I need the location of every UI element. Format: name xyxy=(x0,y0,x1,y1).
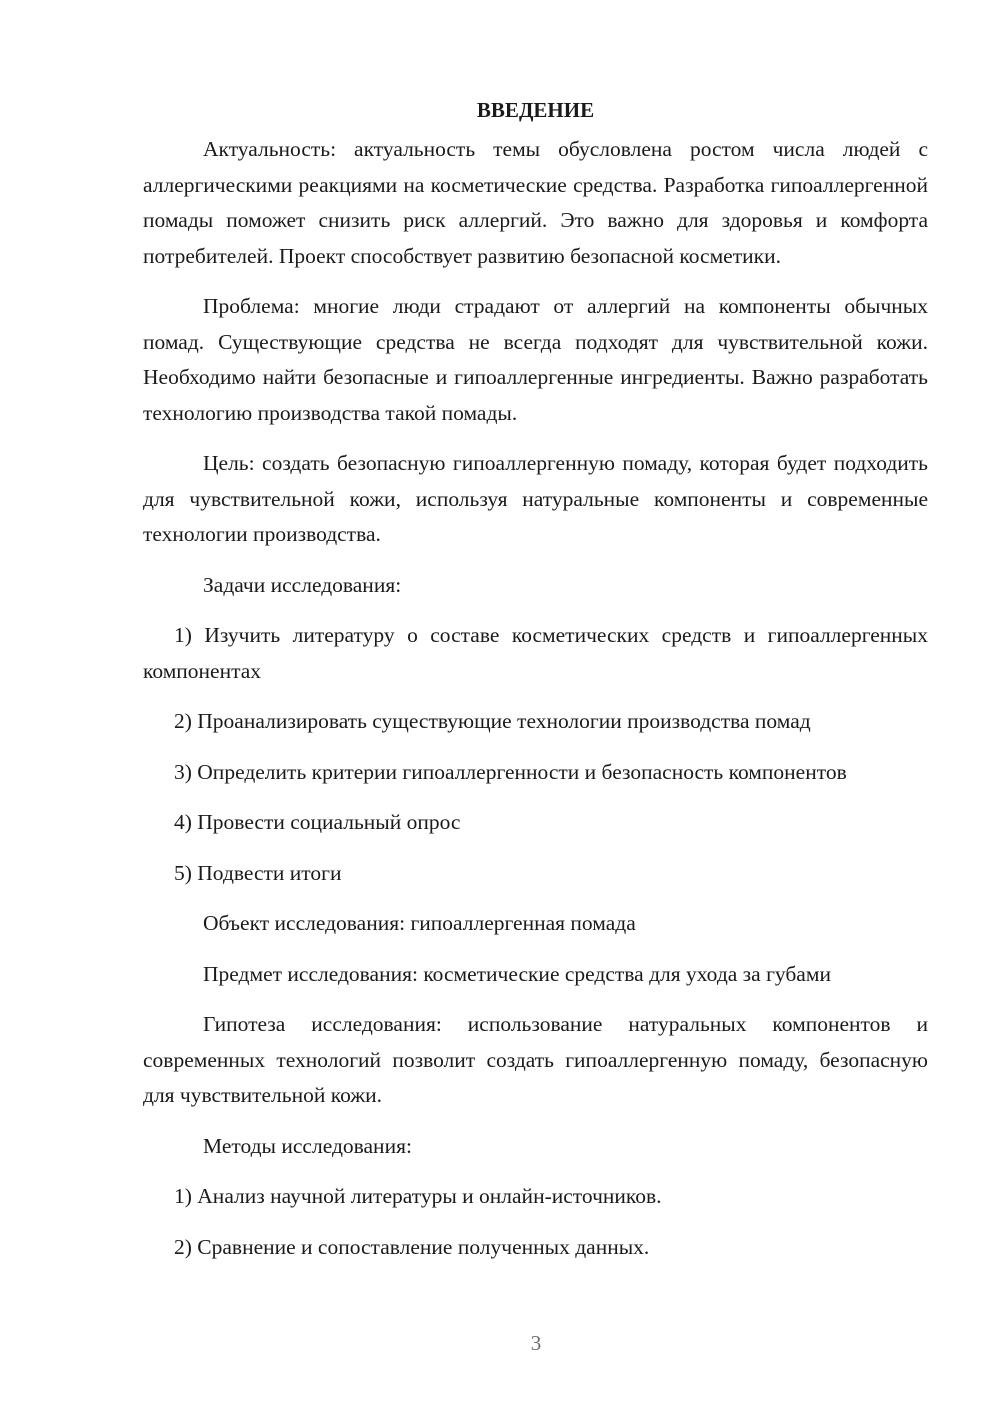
section-title: ВВЕДЕНИЕ xyxy=(476,98,595,122)
hypothesis-paragraph: Гипотеза исследования: использование натуральных компонентов и современных технологий позволит создать гипоаллергенную помаду, безопасную для чувствительной кожи. xyxy=(143,1012,928,1107)
problem-paragraph: Проблема: многие люди страдают от аллергий на компоненты обычных помад. Существующие средства не всегда подходят для чувствительной кожи. Необходимо найти безопасные и гипоаллергенные ингредиенты. Важно разработать технологию производства такой помады. xyxy=(143,294,928,425)
method-item-1: 1) Анализ научной литературы и онлайн-источников. xyxy=(174,1184,662,1208)
task-item-1: 1) Изучить литературу о составе косметических средств и гипоаллергенных компонентах xyxy=(143,623,928,683)
task-item-3: 3) Определить критерии гипоаллергенности и безопасность компонентов xyxy=(174,759,847,784)
task-item-5: 5) Подвести итоги xyxy=(174,860,342,885)
tasks-heading: Задачи исследования: xyxy=(203,572,402,597)
method-item-2: 2) Сравнение и сопоставление полученных данных. xyxy=(174,1234,650,1259)
task-item-4: 4) Провести социальный опрос xyxy=(174,810,461,834)
object-paragraph: Объект исследования: гипоаллергенная помада xyxy=(203,911,636,935)
subject-paragraph: Предмет исследования: косметические средства для ухода за губами xyxy=(203,961,831,986)
methods-heading: Методы исследования: xyxy=(203,1133,412,1158)
task-item-2: 2) Проанализировать существующие технологии производства помад xyxy=(174,709,811,733)
page-number: 3 xyxy=(530,1331,542,1355)
goal-paragraph: Цель: создать безопасную гипоаллергенную помаду, которая будет подходить для чувствительной кожи, используя натуральные компоненты и современные технологии производства. xyxy=(143,451,928,546)
document-page xyxy=(143,92,928,1280)
relevance-paragraph: Актуальность: актуальность темы обусловлена ростом числа людей с аллергическими реакциями на косметические средства. Разработка гипоаллергенной помады поможет снизить риск аллергий. Это важно для здоровья и комфорта потребителей. Проект способствует развитию безопасной косметики. xyxy=(143,137,928,268)
